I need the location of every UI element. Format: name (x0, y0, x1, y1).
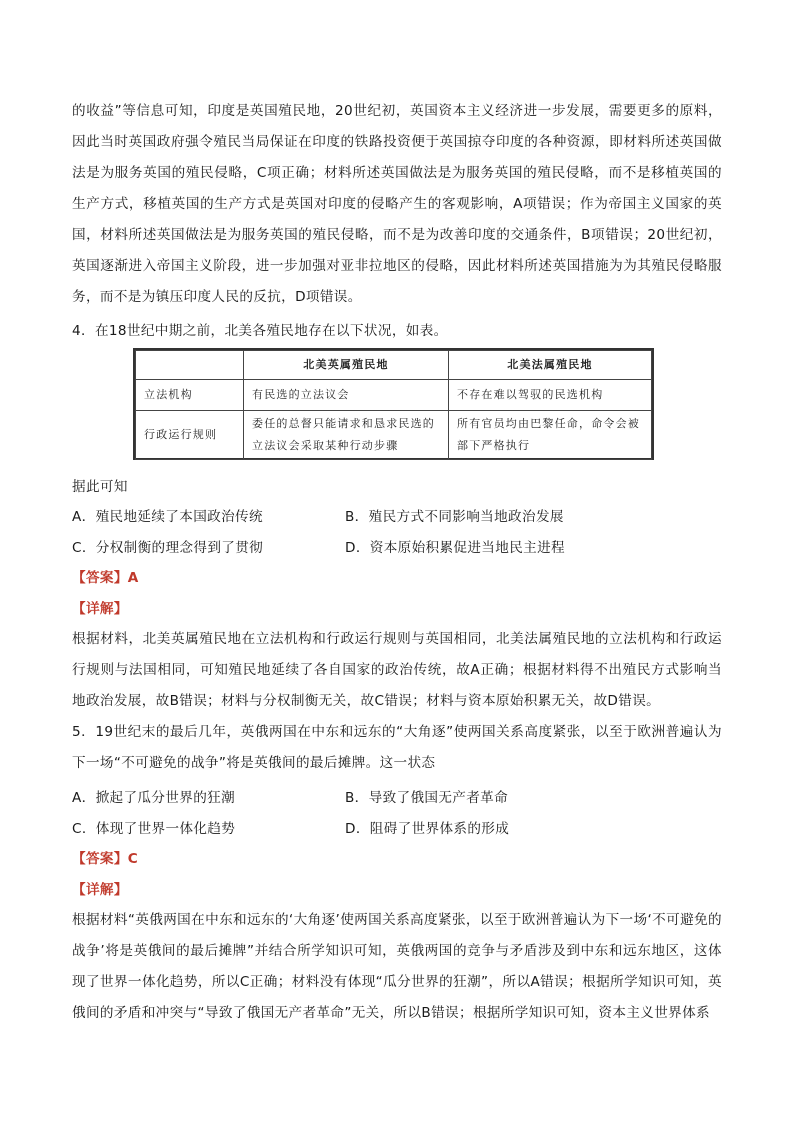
table-cell: 不存在难以驾驭的民选机构 (449, 380, 652, 411)
q4-option-b: B．殖民方式不同影响当地政治发展 (345, 509, 564, 525)
q4-answer: 【答案】A (72, 570, 139, 586)
q4-stem: 4．在18世纪中期之前，北美各殖民地存在以下状况，如表。 (72, 323, 448, 339)
q5-answer: 【答案】C (72, 851, 139, 867)
table-header-cell: 北美法属殖民地 (449, 351, 652, 380)
q4-detail-label: 【详解】 (72, 601, 128, 617)
table-header-row (136, 351, 652, 380)
q3-explanation-continued: 的收益”等信息可知，印度是英国殖民地，20世纪初，英国资本主义经济进一步发展，需要更多的原料，因此当时英国政府强令殖民当局保证在印度的铁路投资便于英国掠夺印度的各种资源，即材料所述英国做法是为服务英国的殖民侵略，C项正确；材料所述英国做法是为服务英国的殖民侵略，而不是移植英国的生产方式，移植英国的生产方式是英国对印度的侵略产生的客观影响，A项错误；作为帝国主义国家的英国，材料所述英国做法是为服务英国的殖民侵略，而不是为改善印度的交通条件，B项错误；20世纪初，英国逐渐进入帝国主义阶段，进一步加强对亚非拉地区的侵略，因此材料所述英国措施为为其殖民侵略服务，而不是为镇压印度人民的反抗，D项错误。 (72, 103, 722, 305)
q4-option-a: A．殖民地延续了本国政治传统 (72, 509, 263, 525)
table-row (136, 411, 652, 460)
table-row (136, 380, 652, 411)
q5-option-a: A．掀起了瓜分世界的狂潮 (72, 790, 236, 806)
table-cell: 行政运行规则 (136, 411, 244, 460)
q4-option-c: C．分权制衡的理念得到了贯彻 (72, 540, 264, 556)
q5-option-b: B．导致了俄国无产者革命 (345, 790, 509, 806)
q5-stem: 5．19世纪末的最后几年，英俄两国在中东和远东的“大角逐”使两国关系高度紧张，以至于欧洲普遍认为下一场“不可避免的战争”将是英俄间的最后摊牌。这一状态 (72, 724, 722, 771)
q5-explanation: 根据材料“英俄两国在中东和远东的‘大角逐’使两国关系高度紧张，以至于欧洲普遍认为下一场‘不可避免的战争’将是英俄间的最后摊牌”并结合所学知识可知，英俄两国的竞争与矛盾涉及到中东和远东地区，这体现了世界一体化趋势，所以C正确；材料没有体现“瓜分世界的狂潮”，所以A错误；根据所学知识可知，英俄间的矛盾和冲突与“导致了俄国无产者革命”无关，所以B错误；根据所学知识可知，资本主义世界体系 (72, 912, 722, 1021)
table-cell: 所有官员均由巴黎任命，命令会被部下严格执行 (449, 411, 652, 460)
table-header-cell: 北美英属殖民地 (244, 351, 449, 380)
q5-option-c: C．体现了世界一体化趋势 (72, 821, 236, 837)
table-cell: 委任的总督只能请求和恳求民选的立法议会采取某种行动步骤 (244, 411, 449, 460)
q4-table (133, 348, 654, 460)
table-header-cell (136, 351, 244, 380)
q5-option-d: D．阻碍了世界体系的形成 (345, 821, 510, 837)
q4-option-d: D．资本原始积累促进当地民主进程 (345, 540, 565, 556)
table-cell: 立法机构 (136, 380, 244, 411)
q4-prompt: 据此可知 (72, 479, 128, 495)
table-cell: 有民选的立法议会 (244, 380, 449, 411)
q4-explanation: 根据材料，北美英属殖民地在立法机构和行政运行规则与英国相同，北美法属殖民地的立法机构和行政运行规则与法国相同，可知殖民地延续了各自国家的政治传统，故A正确；根据材料得不出殖民方式影响当地政治发展，故B错误；材料与分权制衡无关，故C错误；材料与资本原始积累无关，故D错误。 (72, 631, 722, 709)
q5-detail-label: 【详解】 (72, 882, 128, 898)
